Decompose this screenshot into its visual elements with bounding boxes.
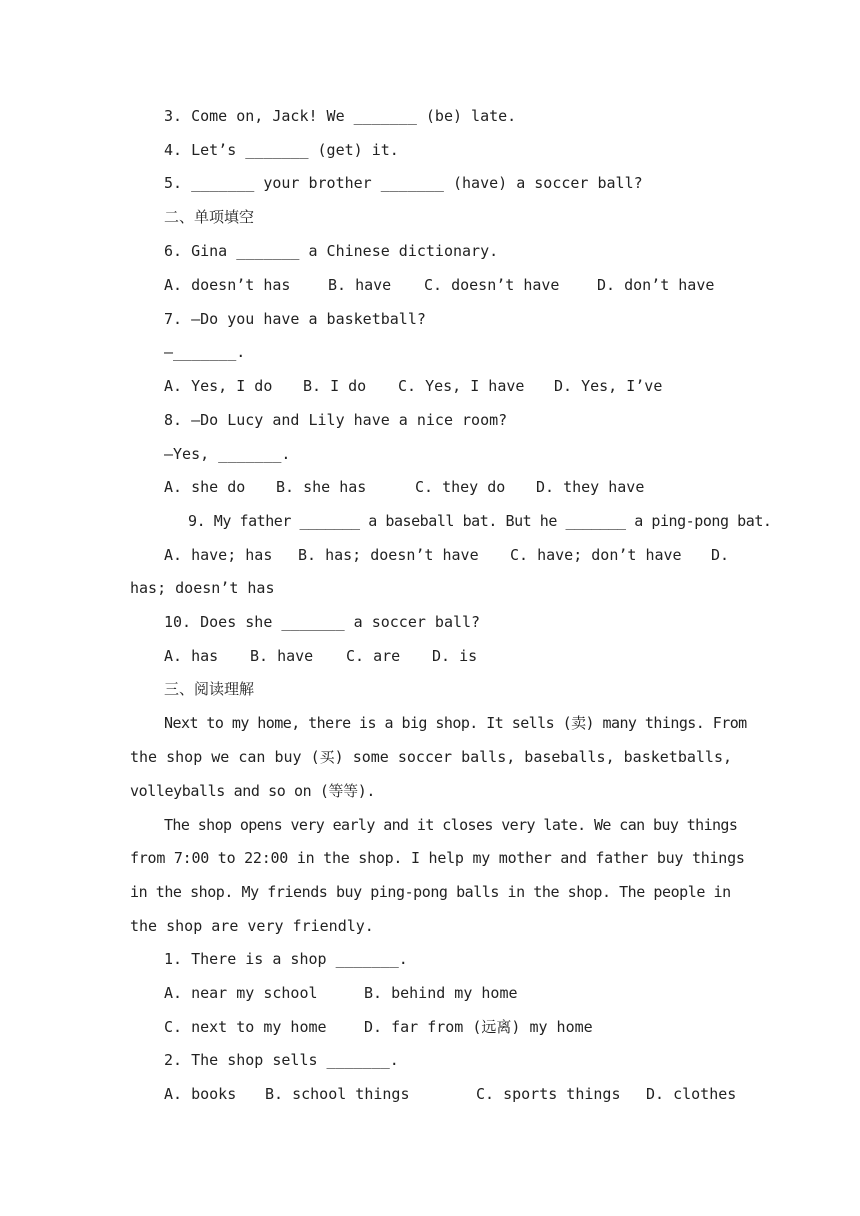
- option-d-continued: has; doesn’t has: [130, 579, 275, 597]
- passage-line-2: the shop we can buy (买) some soccer balls, baseballs, basketballs,: [130, 748, 732, 766]
- passage-line-1: Next to my home, there is a big shop. It sells (卖) many things. From: [164, 714, 747, 732]
- section-3-heading-text: 三、阅读理解: [164, 680, 255, 698]
- reading-question-2-options: [0, 1083, 860, 1105]
- reading-question-1-options-row-2: [0, 1016, 860, 1038]
- question-6: [0, 240, 860, 262]
- question-10-options: [0, 645, 860, 667]
- reading-question-2-stem: 2. The shop sells _______.: [164, 1051, 399, 1069]
- option-a: A. have; has: [164, 546, 273, 564]
- option-a: A. has: [164, 647, 219, 665]
- question-3-text: 3. Come on, Jack! We _______ (be) late.: [164, 107, 517, 125]
- option-a: A. books: [164, 1085, 237, 1103]
- option-b: B. behind my home: [364, 984, 518, 1002]
- option-d: D. Yes, I’ve: [554, 377, 663, 395]
- answer-blank: —_______.: [164, 343, 246, 361]
- passage-line: [0, 847, 860, 869]
- option-b: B. have: [328, 276, 392, 294]
- option-a: A. doesn’t has: [164, 276, 291, 294]
- option-c: C. they do: [415, 478, 506, 496]
- option-d: D. they have: [536, 478, 645, 496]
- passage-line: [0, 881, 860, 903]
- option-d: D. far from (远离) my home: [364, 1018, 593, 1036]
- option-b: B. I do: [303, 377, 367, 395]
- option-b: B. has; doesn’t have: [298, 546, 479, 564]
- passage-line-7: the shop are very friendly.: [130, 917, 374, 935]
- option-b: B. she has: [276, 478, 367, 496]
- passage-line: [0, 915, 860, 937]
- reading-question-1-options-row-1: [0, 982, 860, 1004]
- question-9-options-wrap: [0, 577, 860, 599]
- option-d: D.: [711, 546, 730, 564]
- question-3: [0, 105, 860, 127]
- question-10-stem: 10. Does she _______ a soccer ball?: [164, 613, 481, 631]
- question-8-options: [0, 476, 860, 498]
- passage-line-4: The shop opens very early and it closes very late. We can buy things: [164, 816, 738, 834]
- passage-line: [0, 746, 860, 768]
- passage-line-6: in the shop. My friends buy ping-pong balls in the shop. The people in: [130, 883, 731, 901]
- option-d: D. don’t have: [597, 276, 715, 294]
- option-c: C. are: [346, 647, 401, 665]
- question-4-text: 4. Let’s _______ (get) it.: [164, 141, 399, 159]
- reading-question-2: [0, 1049, 860, 1071]
- passage-line-5: from 7:00 to 22:00 in the shop. I help my mother and father buy things: [130, 849, 745, 867]
- question-9: [0, 510, 860, 532]
- option-c: C. next to my home: [164, 1018, 327, 1036]
- question-5-text: 5. _______ your brother _______ (have) a soccer ball?: [164, 174, 643, 192]
- question-8: [0, 409, 860, 431]
- question-7-answer-line: [0, 341, 860, 363]
- reading-question-1-stem: 1. There is a shop _______.: [164, 950, 408, 968]
- option-a: A. Yes, I do: [164, 377, 273, 395]
- question-7-options: [0, 375, 860, 397]
- question-6-stem: 6. Gina _______ a Chinese dictionary.: [164, 242, 499, 260]
- option-c: C. have; don’t have: [510, 546, 682, 564]
- option-d: D. clothes: [646, 1085, 737, 1103]
- passage-line: [0, 814, 860, 836]
- question-6-options: [0, 274, 860, 296]
- answer-blank: —Yes, _______.: [164, 445, 291, 463]
- question-8-stem: 8. —Do Lucy and Lily have a nice room?: [164, 411, 508, 429]
- passage-line: [0, 712, 860, 734]
- reading-question-1: [0, 948, 860, 970]
- option-c: C. Yes, I have: [398, 377, 525, 395]
- option-c: C. doesn’t have: [424, 276, 560, 294]
- passage-line: [0, 780, 860, 802]
- question-8-answer-line: [0, 443, 860, 465]
- section-3-heading: [0, 678, 860, 700]
- section-2-heading: [0, 206, 860, 228]
- question-5: [0, 172, 860, 194]
- question-7: [0, 308, 860, 330]
- passage-line-3: volleyballs and so on (等等).: [130, 782, 375, 800]
- option-b: B. school things: [265, 1085, 410, 1103]
- question-7-stem: 7. —Do you have a basketball?: [164, 310, 426, 328]
- option-b: B. have: [250, 647, 314, 665]
- question-10: [0, 611, 860, 633]
- option-a: A. she do: [164, 478, 246, 496]
- question-9-options: [0, 544, 860, 566]
- section-2-heading-text: 二、单项填空: [164, 208, 255, 226]
- option-a: A. near my school: [164, 984, 318, 1002]
- option-d: D. is: [432, 647, 478, 665]
- option-c: C. sports things: [476, 1085, 621, 1103]
- question-4: [0, 139, 860, 161]
- question-9-stem: 9. My father _______ a baseball bat. But he _______ a ping-pong bat.: [188, 512, 772, 530]
